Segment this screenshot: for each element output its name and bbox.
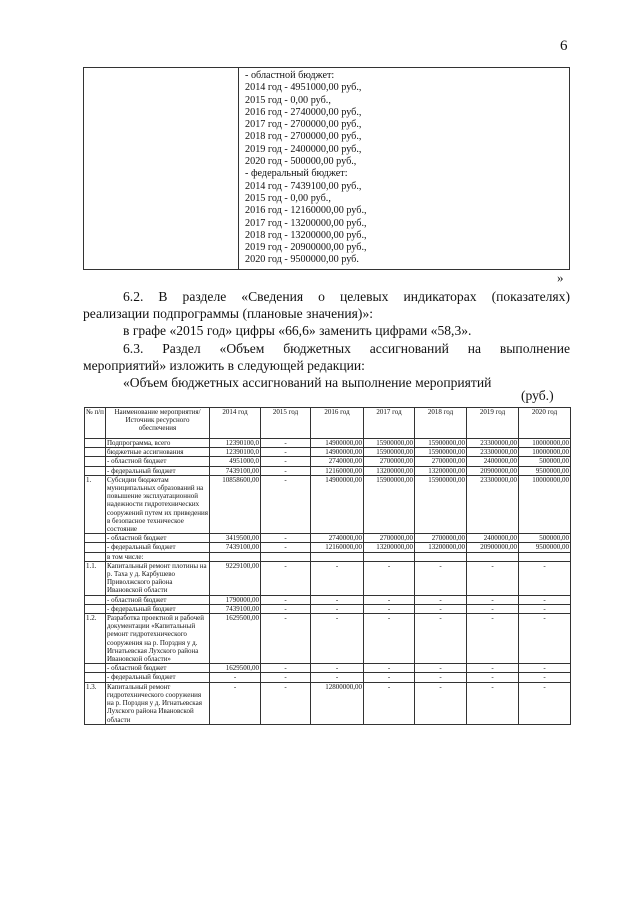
- row-value: -: [261, 595, 311, 604]
- row-value: 15900000,00: [364, 448, 415, 457]
- budget-line: 2018 год - 2700000,00 руб.,: [245, 131, 362, 143]
- row-value: 13200000,00: [415, 543, 467, 552]
- table-row: [85, 682, 571, 724]
- header-2014: 2014 год: [210, 408, 261, 439]
- budget-line: 2018 год - 13200000,00 руб.,: [245, 229, 367, 241]
- row-value: -: [415, 673, 467, 682]
- table-row: [85, 604, 571, 613]
- row-value: 23300000,00: [467, 439, 519, 448]
- row-value: -: [261, 543, 311, 552]
- row-value: -: [519, 614, 571, 664]
- row-value: -: [415, 664, 467, 673]
- row-value: 9500000,00: [519, 543, 571, 552]
- budget-line: - федеральный бюджет:: [245, 168, 348, 180]
- row-name: - областной бюджет: [106, 595, 210, 604]
- row-value: 12160000,00: [311, 466, 364, 475]
- paragraph-6-2-line2: реализации подпрограммы (плановые значения)»:: [83, 306, 374, 321]
- row-value: -: [364, 561, 415, 595]
- row-value: -: [519, 682, 571, 724]
- row-value: -: [261, 604, 311, 613]
- table-row: [85, 543, 571, 552]
- budget-sources-box: [83, 67, 570, 270]
- row-name: - областной бюджет: [106, 664, 210, 673]
- row-value: 15900000,00: [364, 475, 415, 533]
- column-divider: [238, 68, 239, 269]
- row-value: 10000000,00: [519, 439, 571, 448]
- row-value: -: [467, 673, 519, 682]
- budget-line: 2015 год - 0,00 руб.,: [245, 192, 331, 204]
- row-number: [85, 664, 106, 673]
- row-number: [85, 439, 106, 448]
- row-value: -: [261, 614, 311, 664]
- row-value: 12390100,0: [210, 439, 261, 448]
- budget-line: 2017 год - 13200000,00 руб.,: [245, 217, 367, 229]
- row-value: -: [364, 614, 415, 664]
- row-value: 9500000,00: [519, 466, 571, 475]
- row-value: 2700000,00: [415, 457, 467, 466]
- table-row: [85, 552, 571, 561]
- header-number: № п/п: [85, 408, 106, 439]
- table-row: [85, 614, 571, 664]
- row-value: 7439100,00: [210, 466, 261, 475]
- row-name: Капитальный ремонт гидротехнического сооружения на р. Порздня у д. Игнатьевская Лухского района Ивановской области: [106, 682, 210, 724]
- row-value: 13200000,00: [364, 543, 415, 552]
- row-value: -: [261, 534, 311, 543]
- row-value: -: [415, 595, 467, 604]
- table-row: [85, 534, 571, 543]
- row-value: -: [519, 561, 571, 595]
- row-value: 14900000,00: [311, 448, 364, 457]
- row-value: -: [519, 595, 571, 604]
- row-value: 12390100,0: [210, 448, 261, 457]
- row-value: -: [519, 664, 571, 673]
- row-value: 15900000,00: [415, 448, 467, 457]
- header-2019: 2019 год: [467, 408, 519, 439]
- header-name: Наименование мероприятия/Источник ресурсного обеспечения: [106, 408, 210, 439]
- row-value: 23300000,00: [467, 475, 519, 533]
- budget-line: 2019 год - 2400000,00 руб.,: [245, 143, 362, 155]
- row-value: -: [467, 614, 519, 664]
- row-value: 1629500,00: [210, 614, 261, 664]
- row-number: [85, 466, 106, 475]
- page-number: 6: [560, 38, 568, 54]
- row-name: - федеральный бюджет: [106, 543, 210, 552]
- row-value: 14900000,00: [311, 439, 364, 448]
- row-value: [519, 552, 571, 561]
- row-name: Подпрограмма, всего: [106, 439, 210, 448]
- row-number: [85, 673, 106, 682]
- row-name: Капитальный ремонт плотины на р. Таха у д. Карбушево Приволжского района Ивановской области: [106, 561, 210, 595]
- row-value: 1629500,00: [210, 664, 261, 673]
- row-number: [85, 552, 106, 561]
- row-value: 1790000,00: [210, 595, 261, 604]
- row-value: 15900000,00: [364, 439, 415, 448]
- table-row: [85, 595, 571, 604]
- row-name: Разработка проектной и рабочей документации «Капитальный ремонт гидротехнического сооружения на р. Порздня у д. Игнатьевская Лухского района Ивановской области»: [106, 614, 210, 664]
- row-name: - областной бюджет: [106, 457, 210, 466]
- paragraph-6-3-line1: 6.3. Раздел «Объем бюджетных ассигнований на выполнение: [123, 341, 570, 356]
- row-value: -: [364, 673, 415, 682]
- row-value: 2400000,00: [467, 534, 519, 543]
- row-value: -: [311, 614, 364, 664]
- row-value: -: [261, 682, 311, 724]
- units-label: (руб.): [521, 388, 554, 403]
- row-value: -: [519, 673, 571, 682]
- table-row: [85, 475, 571, 533]
- row-value: -: [415, 604, 467, 613]
- row-value: 23300000,00: [467, 448, 519, 457]
- row-value: -: [467, 604, 519, 613]
- table-header-row: [85, 408, 571, 439]
- row-number: 1.1.: [85, 561, 106, 595]
- row-number: [85, 448, 106, 457]
- closing-quote: »: [557, 270, 564, 285]
- row-value: 2740000,00: [311, 457, 364, 466]
- header-2015: 2015 год: [261, 408, 311, 439]
- row-value: -: [261, 664, 311, 673]
- row-value: -: [415, 561, 467, 595]
- paragraph-6-2-line1: 6.2. В разделе «Сведения о целевых индикаторах (показателях): [123, 289, 570, 304]
- row-value: 3419500,00: [210, 534, 261, 543]
- row-number: [85, 604, 106, 613]
- row-value: 15900000,00: [415, 439, 467, 448]
- row-value: 12160000,00: [311, 543, 364, 552]
- row-value: -: [261, 466, 311, 475]
- row-value: -: [261, 439, 311, 448]
- row-value: -: [467, 682, 519, 724]
- table-row: [85, 673, 571, 682]
- row-value: [261, 552, 311, 561]
- table-row: [85, 561, 571, 595]
- row-value: -: [467, 595, 519, 604]
- row-name: - областной бюджет: [106, 534, 210, 543]
- row-value: -: [364, 604, 415, 613]
- budget-line: 2016 год - 12160000,00 руб.,: [245, 205, 367, 217]
- row-name: - федеральный бюджет: [106, 604, 210, 613]
- header-2020: 2020 год: [519, 408, 571, 439]
- budget-line: 2014 год - 7439100,00 руб.,: [245, 180, 362, 192]
- budget-line: 2020 год - 500000,00 руб.,: [245, 156, 357, 168]
- row-name: бюджетные ассигнования: [106, 448, 210, 457]
- row-value: 2400000,00: [467, 457, 519, 466]
- row-value: [467, 552, 519, 561]
- row-value: 9229100,00: [210, 561, 261, 595]
- row-value: -: [415, 682, 467, 724]
- row-value: 4951000,0: [210, 457, 261, 466]
- row-value: -: [364, 664, 415, 673]
- row-value: -: [311, 561, 364, 595]
- row-number: 1.3.: [85, 682, 106, 724]
- row-value: -: [364, 595, 415, 604]
- budget-line: 2015 год - 0,00 руб.,: [245, 94, 331, 106]
- row-value: -: [261, 448, 311, 457]
- row-value: 2700000,00: [415, 534, 467, 543]
- row-value: 10000000,00: [519, 448, 571, 457]
- row-value: -: [467, 561, 519, 595]
- row-value: 500000,00: [519, 457, 571, 466]
- row-value: 2740000,00: [311, 534, 364, 543]
- row-value: -: [261, 457, 311, 466]
- row-number: [85, 457, 106, 466]
- row-number: [85, 534, 106, 543]
- header-2017: 2017 год: [364, 408, 415, 439]
- paragraph-2015-replacement: в графе «2015 год» цифры «66,6» заменить цифрами «58,3».: [123, 323, 472, 338]
- table-row: [85, 439, 571, 448]
- budget-lines: [245, 70, 367, 267]
- row-value: 7439100,00: [210, 543, 261, 552]
- budget-line: - областной бюджет:: [245, 70, 335, 81]
- row-value: 13200000,00: [415, 466, 467, 475]
- row-value: 10000000,00: [519, 475, 571, 533]
- budget-line: 2014 год - 4951000,00 руб.,: [245, 82, 362, 94]
- row-value: 10858600,00: [210, 475, 261, 533]
- row-value: -: [210, 673, 261, 682]
- row-value: [364, 552, 415, 561]
- row-number: [85, 543, 106, 552]
- row-value: -: [311, 673, 364, 682]
- row-value: -: [261, 561, 311, 595]
- row-value: 14900000,00: [311, 475, 364, 533]
- row-value: 2700000,00: [364, 534, 415, 543]
- row-value: -: [311, 595, 364, 604]
- row-value: 15900000,00: [415, 475, 467, 533]
- header-2016: 2016 год: [311, 408, 364, 439]
- row-value: 2700000,00: [364, 457, 415, 466]
- paragraph-table-title: «Объем бюджетных ассигнований на выполнение мероприятий: [123, 375, 492, 390]
- table-row: [85, 448, 571, 457]
- row-value: [415, 552, 467, 561]
- row-value: -: [364, 682, 415, 724]
- row-value: 12800000,00: [311, 682, 364, 724]
- row-value: -: [210, 682, 261, 724]
- row-name: - федеральный бюджет: [106, 673, 210, 682]
- row-value: [311, 552, 364, 561]
- row-value: -: [311, 604, 364, 613]
- row-number: 1.: [85, 475, 106, 533]
- row-value: 500000,00: [519, 534, 571, 543]
- budget-allocations-table: [84, 407, 571, 725]
- header-2018: 2018 год: [415, 408, 467, 439]
- row-value: 20900000,00: [467, 466, 519, 475]
- row-number: 1.2.: [85, 614, 106, 664]
- row-value: 13200000,00: [364, 466, 415, 475]
- row-value: -: [519, 604, 571, 613]
- table-row: [85, 466, 571, 475]
- row-value: [210, 552, 261, 561]
- paragraph-6-3-line2: мероприятий» изложить в следующей редакции:: [83, 358, 365, 373]
- table-row: [85, 664, 571, 673]
- table-row: [85, 457, 571, 466]
- row-name: Субсидии бюджетам муниципальных образований на повышение эксплуатационной надежности гидротехнических сооружений путем их приведения в безопасное техническое состояние: [107, 475, 209, 534]
- row-value: -: [415, 614, 467, 664]
- row-name: - федеральный бюджет: [106, 466, 210, 475]
- row-value: 20900000,00: [467, 543, 519, 552]
- row-name: в том числе:: [106, 552, 210, 561]
- budget-line: 2016 год - 2740000,00 руб.,: [245, 106, 362, 118]
- budget-line: 2019 год - 20900000,00 руб.,: [245, 242, 367, 254]
- row-value: -: [261, 475, 311, 533]
- budget-line: 2020 год - 9500000,00 руб.: [245, 254, 359, 266]
- budget-line: 2017 год - 2700000,00 руб.,: [245, 119, 362, 131]
- row-value: -: [261, 673, 311, 682]
- row-value: 7439100,00: [210, 604, 261, 613]
- row-number: [85, 595, 106, 604]
- row-value: -: [311, 664, 364, 673]
- row-value: -: [467, 664, 519, 673]
